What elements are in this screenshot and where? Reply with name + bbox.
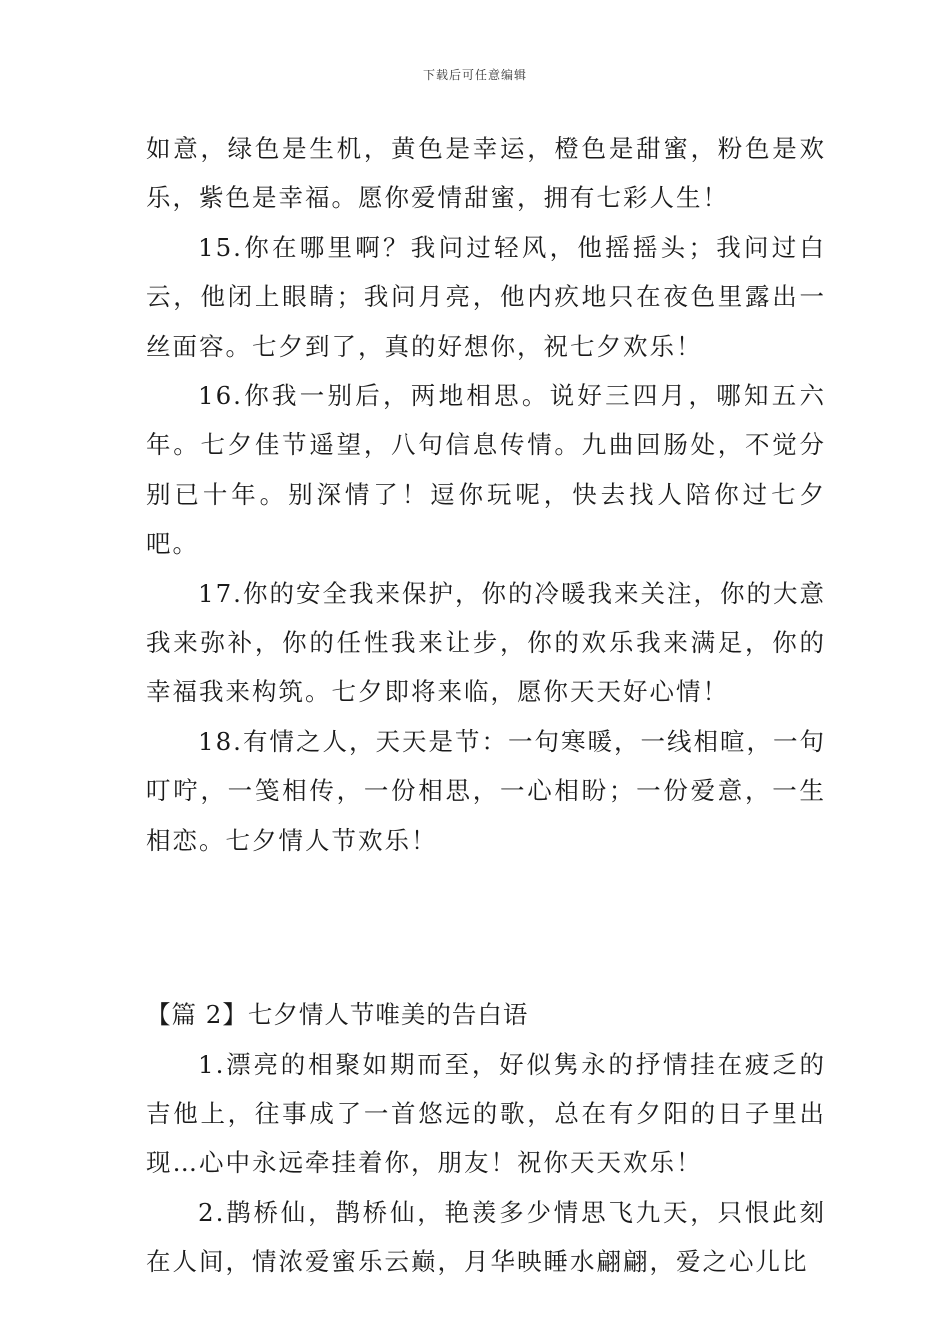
paragraph-item-15: 15.你在哪里啊？我问过轻风，他摇摇头；我问过白云，他闭上眼睛；我问月亮，他内疚地只在夜色里露出一丝面容。七夕到了，真的好想你，祝七夕欢乐！ (146, 232, 826, 361)
paragraph-continuation: 如意，绿色是生机，黄色是幸运，橙色是甜蜜，粉色是欢乐，紫色是幸福。愿你爱情甜蜜，拥有七彩人生！ (146, 134, 826, 213)
section-title: 【篇 2】七夕情人节唯美的告白语 (146, 1000, 529, 1030)
paragraph-item-2: 2.鹊桥仙，鹊桥仙，艳羡多少情思飞九天，只恨此刻在人间，情浓爱蜜乐云巅，月华映睡水翩翩，爱之心儿比 (146, 1197, 826, 1277)
page-header: 下载后可任意编辑 (422, 68, 527, 82)
document-body (146, 124, 826, 1287)
paragraph-item-1: 1.漂亮的相聚如期而至，好似隽永的抒情挂在疲乏的吉他上，往事成了一首悠远的歌，总在有夕阳的日子里出现…心中永远牵挂着你，朋友！祝你天天欢乐！ (146, 1049, 826, 1178)
section-spacer (146, 865, 826, 990)
paragraph-item-16: 16.你我一别后，两地相思。说好三四月，哪知五六年。七夕佳节遥望，八句信息传情。九曲回肠处，不觉分别已十年。别深情了！逗你玩呢，快去找人陪你过七夕吧。 (146, 381, 826, 559)
paragraph-item-17: 17.你的安全我来保护，你的冷暖我来关注，你的大意我来弥补，你的任性我来让步，你的欢乐我来满足，你的幸福我来构筑。七夕即将来临，愿你天天好心情！ (146, 578, 826, 707)
paragraph-item-18: 18.有情之人，天天是节：一句寒暖，一线相暄，一句叮咛，一笺相传，一份相思，一心相盼；一份爱意，一生相恋。七夕情人节欢乐！ (146, 726, 826, 855)
